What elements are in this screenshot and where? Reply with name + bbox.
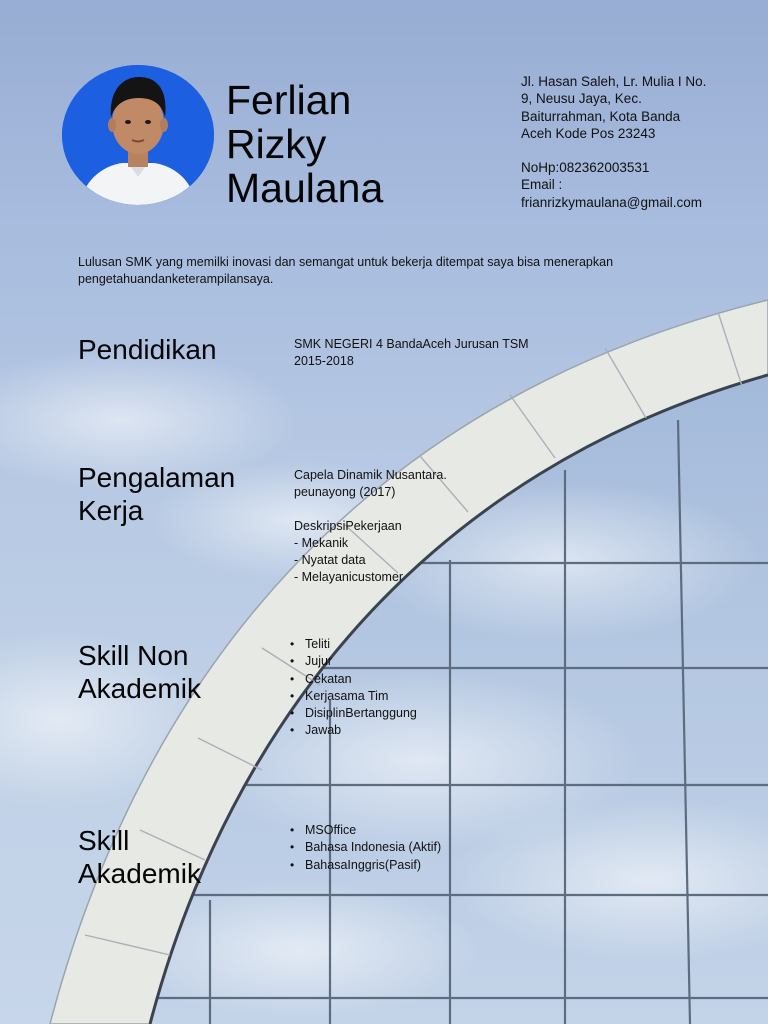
skill-item: • MSOffice: [288, 822, 441, 839]
address-line: Aceh Kode Pos 23243: [521, 125, 656, 141]
skill-item: • Cekatan: [288, 671, 417, 688]
address-line: Baiturrahman, Kota Banda: [521, 108, 681, 124]
phone-number: NoHp:082362003531: [521, 160, 650, 176]
name-first: Ferlian: [226, 77, 352, 123]
job-task: - Nyatat data: [294, 553, 366, 567]
job-task: - Melayanicustomer: [294, 570, 404, 584]
title-line: Pengalaman: [78, 462, 236, 493]
skill-item: • Kerjasama Tim: [288, 688, 417, 705]
section-title-education: Pendidikan: [78, 334, 217, 365]
name-last: Maulana: [226, 165, 384, 211]
name-middle: Rizky: [226, 121, 327, 167]
email-address[interactable]: frianrizkymaulana@gmail.com: [521, 194, 703, 210]
education-school: SMK NEGERI 4 BandaAceh Jurusan TSM: [294, 337, 529, 351]
person-photo-icon: [62, 65, 214, 205]
academic-skill-list: [288, 822, 441, 874]
full-name: [226, 78, 383, 210]
company-location-year: peunayong (2017): [294, 485, 396, 499]
title-line: Akademik: [78, 673, 201, 704]
company-name: Capela Dinamik Nusantara.: [294, 468, 447, 482]
skill-item: • Jujur: [288, 653, 417, 670]
job-description-title: DeskripsiPekerjaan: [294, 519, 402, 533]
title-line: Akademik: [78, 858, 201, 889]
address-line: 9, Neusu Jaya, Kec.: [521, 91, 642, 107]
title-line: Kerja: [78, 495, 144, 526]
section-title-experience: [78, 461, 235, 527]
job-task: - Mekanik: [294, 536, 349, 550]
experience-details: [294, 467, 447, 586]
skill-item: • DisiplinBertanggung: [288, 705, 417, 722]
skill-item: • BahasaInggris(Pasif): [288, 857, 441, 874]
address-line: Jl. Hasan Saleh, Lr. Mulia I No.: [521, 74, 707, 89]
section-title-non-academic-skills: [78, 639, 201, 705]
title-line: Skill Non: [78, 640, 189, 671]
profile-photo: [62, 65, 214, 205]
section-title-academic-skills: [78, 824, 201, 890]
profile-summary: Lulusan SMK yang memilki inovasi dan semangat untuk bekerja ditempat saya bisa menerapkan pengetahuandanketerampilansaya.: [78, 255, 614, 286]
skill-item: • Jawab: [288, 722, 417, 739]
skill-item: • Teliti: [288, 636, 417, 653]
title-line: Skill: [78, 825, 130, 856]
education-years: 2015-2018: [294, 354, 354, 368]
skill-item: • Bahasa Indonesia (Aktif): [288, 839, 441, 856]
email-label: Email :: [521, 177, 563, 193]
education-details: [294, 336, 529, 370]
contact-block: [521, 73, 751, 211]
non-academic-skill-list: [288, 636, 417, 740]
